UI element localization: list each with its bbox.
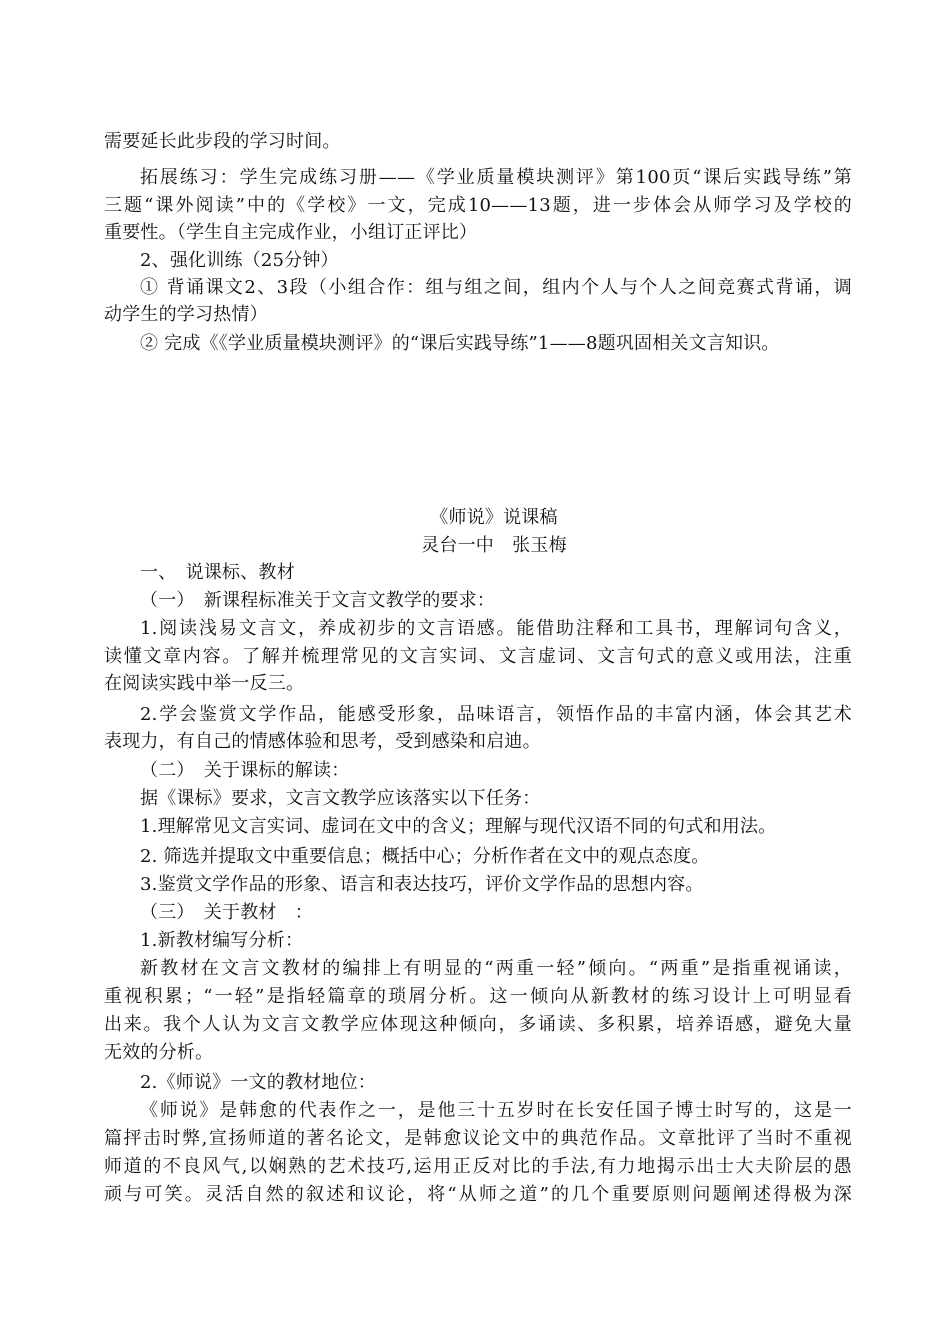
text-line: 新教材在文言文教材的编排上有明显的“两重一轻”倾向。“两重”是指重视诵读， [140, 958, 852, 979]
text-line: ① 背诵课文2、3段（小组合作：组与组之间，组内个人与个人之间竞赛式背诵，调 [140, 277, 852, 298]
text-line: 3.鉴赏文学作品的形象、语言和表达技巧，评价文学作品的思想内容。 [140, 874, 704, 895]
subsection-heading: （二） 关于课标的解读： [140, 760, 350, 781]
text-line: 师道的不良风气,以娴熟的艺术技巧,运用正反对比的手法,有力地揭示出士大夫阶层的愚 [104, 1156, 852, 1177]
text-line: ② 完成《《学业质量模块测评》的“课后实践导练”1——8题巩固相关文言知识。 [140, 333, 780, 354]
text-line: 《师说》是韩愈的代表作之一，是他三十五岁时在长安任国子博士时写的，这是一 [140, 1100, 852, 1121]
text-line: 1.理解常见文言实词、虚词在文中的含义；理解与现代汉语不同的句式和用法。 [140, 816, 777, 837]
document-title: 《师说》说课稿 [430, 507, 558, 528]
text-line: 需要延长此步段的学习时间。 [104, 131, 341, 152]
text-line: 无效的分析。 [104, 1042, 214, 1063]
text-line: 表现力，有自己的情感体验和思考，受到感染和启迪。 [104, 731, 541, 752]
text-line: 重要性。（学生自主完成作业，小组订正评比） [104, 222, 478, 243]
text-line: 2.《师说》一文的教材地位： [140, 1072, 376, 1093]
section-heading: 一、 说课标、教材 [140, 562, 295, 583]
text-line: 读懂文章内容。了解并梳理常见的文言实词、文言虚词、文言句式的意义或用法，注重 [104, 646, 852, 667]
text-line: 据《课标》要求，文言文教学应该落实以下任务： [140, 788, 541, 809]
text-line: 出来。我个人认为文言文教学应体现这种倾向，多诵读、多积累，培养语感，避免大量 [104, 1014, 852, 1035]
subsection-heading: （一） 新课程标准关于文言文教学的要求： [140, 590, 495, 611]
text-line: 拓展练习：学生完成练习册——《学业质量模块测评》第100页“课后实践导练”第 [140, 167, 852, 188]
text-line: 在阅读实践中举一反三。 [104, 673, 305, 694]
text-line: 2. 筛选并提取文中重要信息；概括中心；分析作者在文中的观点态度。 [140, 846, 710, 867]
document-author: 灵台一中 张玉梅 [421, 535, 567, 556]
text-line: 1.阅读浅易文言文，养成初步的文言语感。能借助注释和工具书，理解词句含义， [140, 618, 852, 639]
text-line: 三题“课外阅读”中的《学校》一文，完成10——13题，进一步体会从师学习及学校的 [104, 195, 852, 216]
text-line: 篇抨击时弊,宣扬师道的著名论文，是韩愈议论文中的典范作品。文章批评了当时不重视 [104, 1128, 852, 1149]
subsection-heading: （三） 关于教材 ： [140, 902, 313, 923]
text-line: 动学生的学习热情） [104, 304, 268, 325]
text-line: 1.新教材编写分析： [140, 930, 304, 951]
text-line: 2.学会鉴赏文学作品，能感受形象，品味语言，领悟作品的丰富内涵，体会其艺术 [140, 704, 852, 725]
text-line: 顽与可笑。灵活自然的叙述和议论，将“从师之道”的几个重要原则问题阐述得极为深 [104, 1184, 852, 1205]
text-line: 2、强化训练（25分钟） [140, 250, 339, 271]
text-line: 重视积累；“一轻”是指轻篇章的琐屑分析。这一倾向从新教材的练习设计上可明显看 [104, 986, 852, 1007]
